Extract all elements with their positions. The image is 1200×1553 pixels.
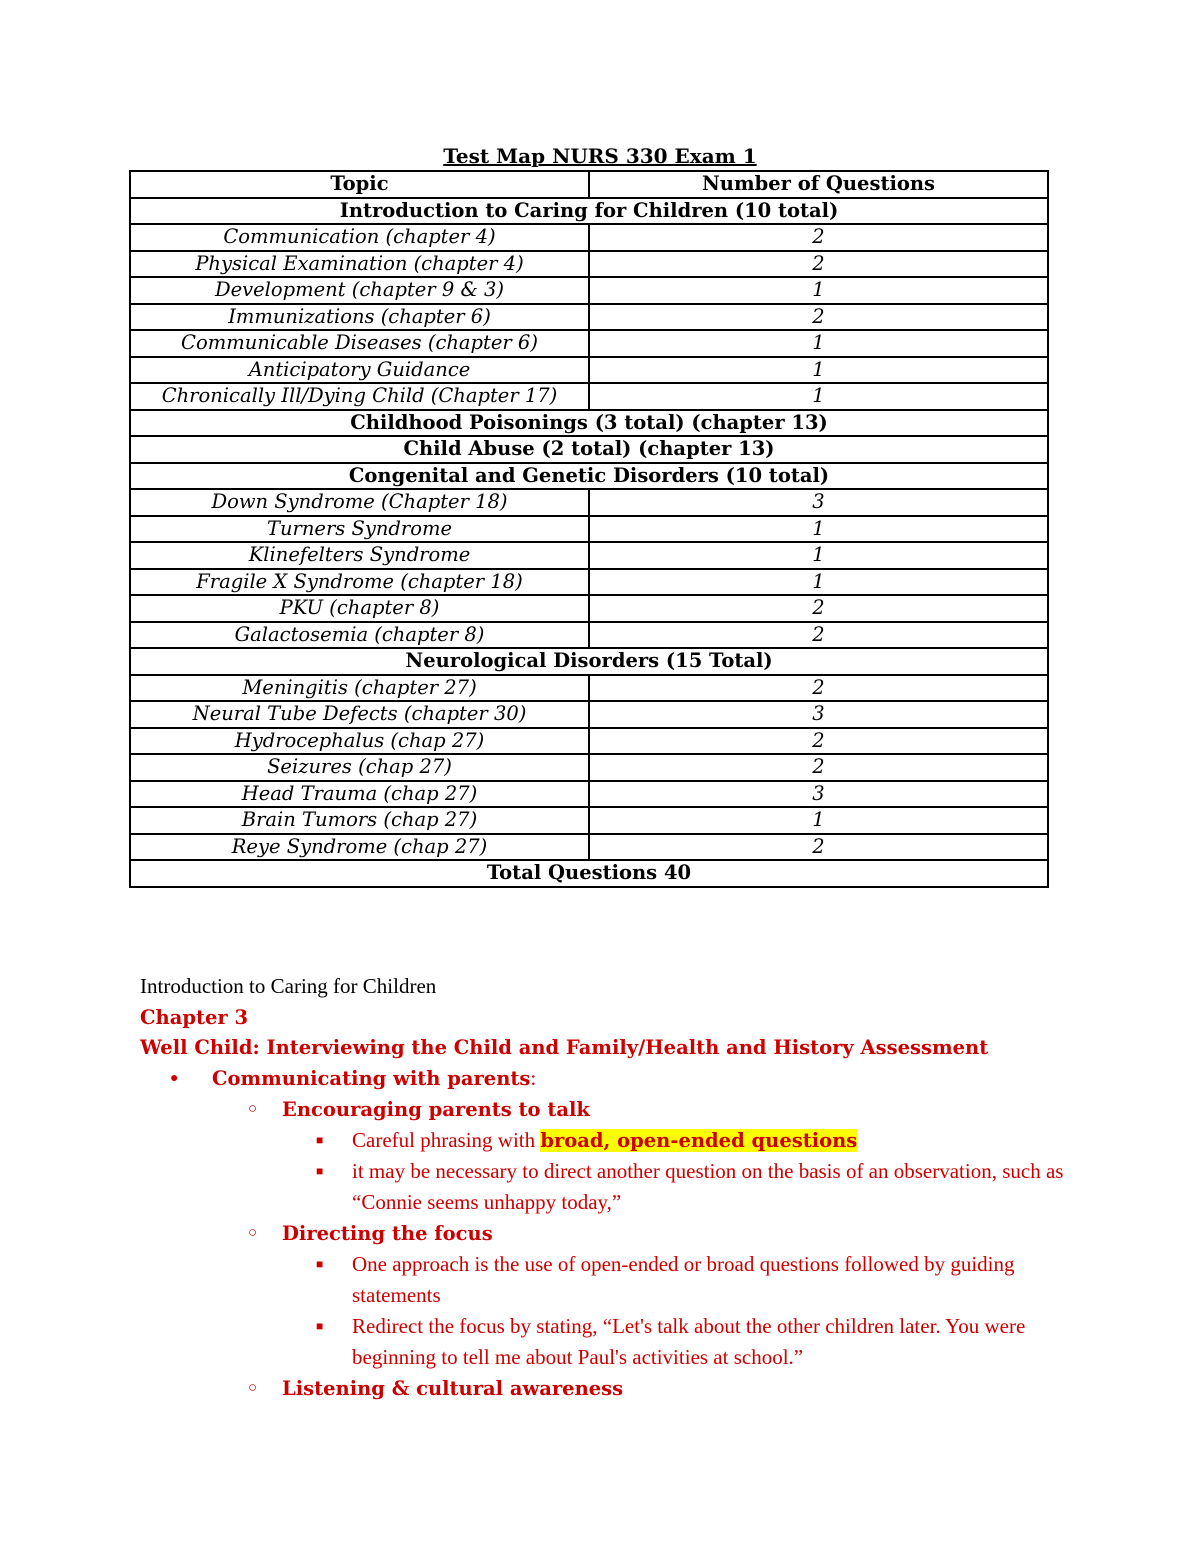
count-cell: 2 (589, 224, 1048, 251)
list-item (140, 1063, 1080, 1094)
bullet-text: Redirect the focus by stating, “Let's talk about the other children later. You were beginning to tell me about Paul's activities at school.” (352, 1314, 1026, 1369)
list-item (140, 1094, 1080, 1125)
topic-cell: Anticipatory Guidance (130, 357, 589, 384)
bullet-text: it may be necessary to direct another question on the basis of an observation, such as “Connie seems unhappy today,” (352, 1159, 1064, 1214)
header-topic: Topic (130, 171, 589, 198)
topic-cell: Galactosemia (chapter 8) (130, 622, 589, 649)
table-row (130, 675, 1048, 702)
table-row (130, 224, 1048, 251)
test-map-table (129, 170, 1049, 888)
bullet-heading: Encouraging parents to talk (282, 1098, 590, 1121)
bullet-heading: Listening & cultural awareness (282, 1377, 624, 1400)
table-row (130, 516, 1048, 543)
bullet-heading: Communicating with parents (212, 1067, 531, 1090)
list-item (140, 1125, 1080, 1156)
count-cell: 2 (589, 754, 1048, 781)
table-row (130, 489, 1048, 516)
count-cell: 2 (589, 304, 1048, 331)
topic-cell: Chronically Ill/Dying Child (Chapter 17) (130, 383, 589, 410)
topic-cell: Development (chapter 9 & 3) (130, 277, 589, 304)
section-congenital: Congenital and Genetic Disorders (10 total) (130, 463, 1048, 490)
table-row (130, 807, 1048, 834)
table-row (130, 251, 1048, 278)
bullet-text: One approach is the use of open-ended or broad questions followed by guiding statements (352, 1252, 1015, 1307)
topic-cell: Head Trauma (chap 27) (130, 781, 589, 808)
section-neurological: Neurological Disorders (15 Total) (130, 648, 1048, 675)
table-row (130, 383, 1048, 410)
table-row (130, 701, 1048, 728)
count-cell: 3 (589, 489, 1048, 516)
count-cell: 2 (589, 728, 1048, 755)
list-item (140, 1311, 1080, 1373)
study-notes (140, 970, 1080, 1404)
table-row (130, 357, 1048, 384)
count-cell: 2 (589, 595, 1048, 622)
count-cell: 3 (589, 781, 1048, 808)
bullet-heading: Directing the focus (282, 1222, 493, 1245)
filled-square-bullet-icon: ■ (316, 1257, 324, 1271)
table-row (130, 834, 1048, 861)
section-poisonings: Childhood Poisonings (3 total) (chapter 13) (130, 410, 1048, 437)
count-cell: 1 (589, 516, 1048, 543)
highlighted-text: broad, open-ended questions (540, 1129, 858, 1152)
topic-cell: Down Syndrome (Chapter 18) (130, 489, 589, 516)
section-row (130, 463, 1048, 490)
section-row (130, 410, 1048, 437)
topic-cell: Turners Syndrome (130, 516, 589, 543)
notes-intro-heading: Introduction to Caring for Children (140, 974, 437, 998)
total-row (130, 860, 1048, 887)
bullet-colon: : (530, 1066, 537, 1090)
count-cell: 2 (589, 622, 1048, 649)
filled-circle-bullet-icon: ● (170, 1071, 179, 1086)
section-row (130, 436, 1048, 463)
section-child-abuse: Child Abuse (2 total) (chapter 13) (130, 436, 1048, 463)
table-row (130, 595, 1048, 622)
section-row (130, 198, 1048, 225)
section-row (130, 648, 1048, 675)
document-title: Test Map NURS 330 Exam 1 (443, 144, 757, 168)
hollow-circle-bullet-icon: ○ (248, 1101, 258, 1117)
table-row (130, 781, 1048, 808)
hollow-circle-bullet-icon: ○ (248, 1225, 258, 1241)
table-row (130, 542, 1048, 569)
filled-square-bullet-icon: ■ (316, 1133, 324, 1147)
hollow-circle-bullet-icon: ○ (248, 1380, 258, 1396)
count-cell: 1 (589, 330, 1048, 357)
topic-cell: PKU (chapter 8) (130, 595, 589, 622)
list-item (140, 1156, 1080, 1218)
topic-cell: Communication (chapter 4) (130, 224, 589, 251)
filled-square-bullet-icon: ■ (316, 1319, 324, 1333)
topic-cell: Physical Examination (chapter 4) (130, 251, 589, 278)
topic-cell: Seizures (chap 27) (130, 754, 589, 781)
topic-cell: Meningitis (chapter 27) (130, 675, 589, 702)
table-row (130, 569, 1048, 596)
table-row (130, 622, 1048, 649)
total-questions: Total Questions 40 (130, 860, 1048, 887)
topic-cell: Communicable Diseases (chapter 6) (130, 330, 589, 357)
table-row (130, 754, 1048, 781)
count-cell: 1 (589, 807, 1048, 834)
table-row (130, 330, 1048, 357)
count-cell: 1 (589, 569, 1048, 596)
topic-cell: Immunizations (chapter 6) (130, 304, 589, 331)
table-header-row (130, 171, 1048, 198)
count-cell: 2 (589, 675, 1048, 702)
count-cell: 2 (589, 251, 1048, 278)
count-cell: 2 (589, 834, 1048, 861)
list-item (140, 1218, 1080, 1249)
bullet-text: Careful phrasing with (352, 1128, 541, 1152)
topic-cell: Reye Syndrome (chap 27) (130, 834, 589, 861)
topic-cell: Fragile X Syndrome (chapter 18) (130, 569, 589, 596)
table-row (130, 304, 1048, 331)
count-cell: 3 (589, 701, 1048, 728)
list-item (140, 1249, 1080, 1311)
topic-cell: Brain Tumors (chap 27) (130, 807, 589, 834)
count-cell: 1 (589, 277, 1048, 304)
topic-cell: Klinefelters Syndrome (130, 542, 589, 569)
section-intro: Introduction to Caring for Children (10 total) (130, 198, 1048, 225)
list-item (140, 1373, 1080, 1404)
table-row (130, 728, 1048, 755)
chapter-subtitle: Well Child: Interviewing the Child and Family/Health and History Assessment (140, 1036, 989, 1059)
topic-cell: Hydrocephalus (chap 27) (130, 728, 589, 755)
table-row (130, 277, 1048, 304)
chapter-heading: Chapter 3 (140, 1006, 249, 1029)
filled-square-bullet-icon: ■ (316, 1164, 324, 1178)
topic-cell: Neural Tube Defects (chapter 30) (130, 701, 589, 728)
count-cell: 1 (589, 383, 1048, 410)
count-cell: 1 (589, 542, 1048, 569)
header-number-of-questions: Number of Questions (589, 171, 1048, 198)
count-cell: 1 (589, 357, 1048, 384)
